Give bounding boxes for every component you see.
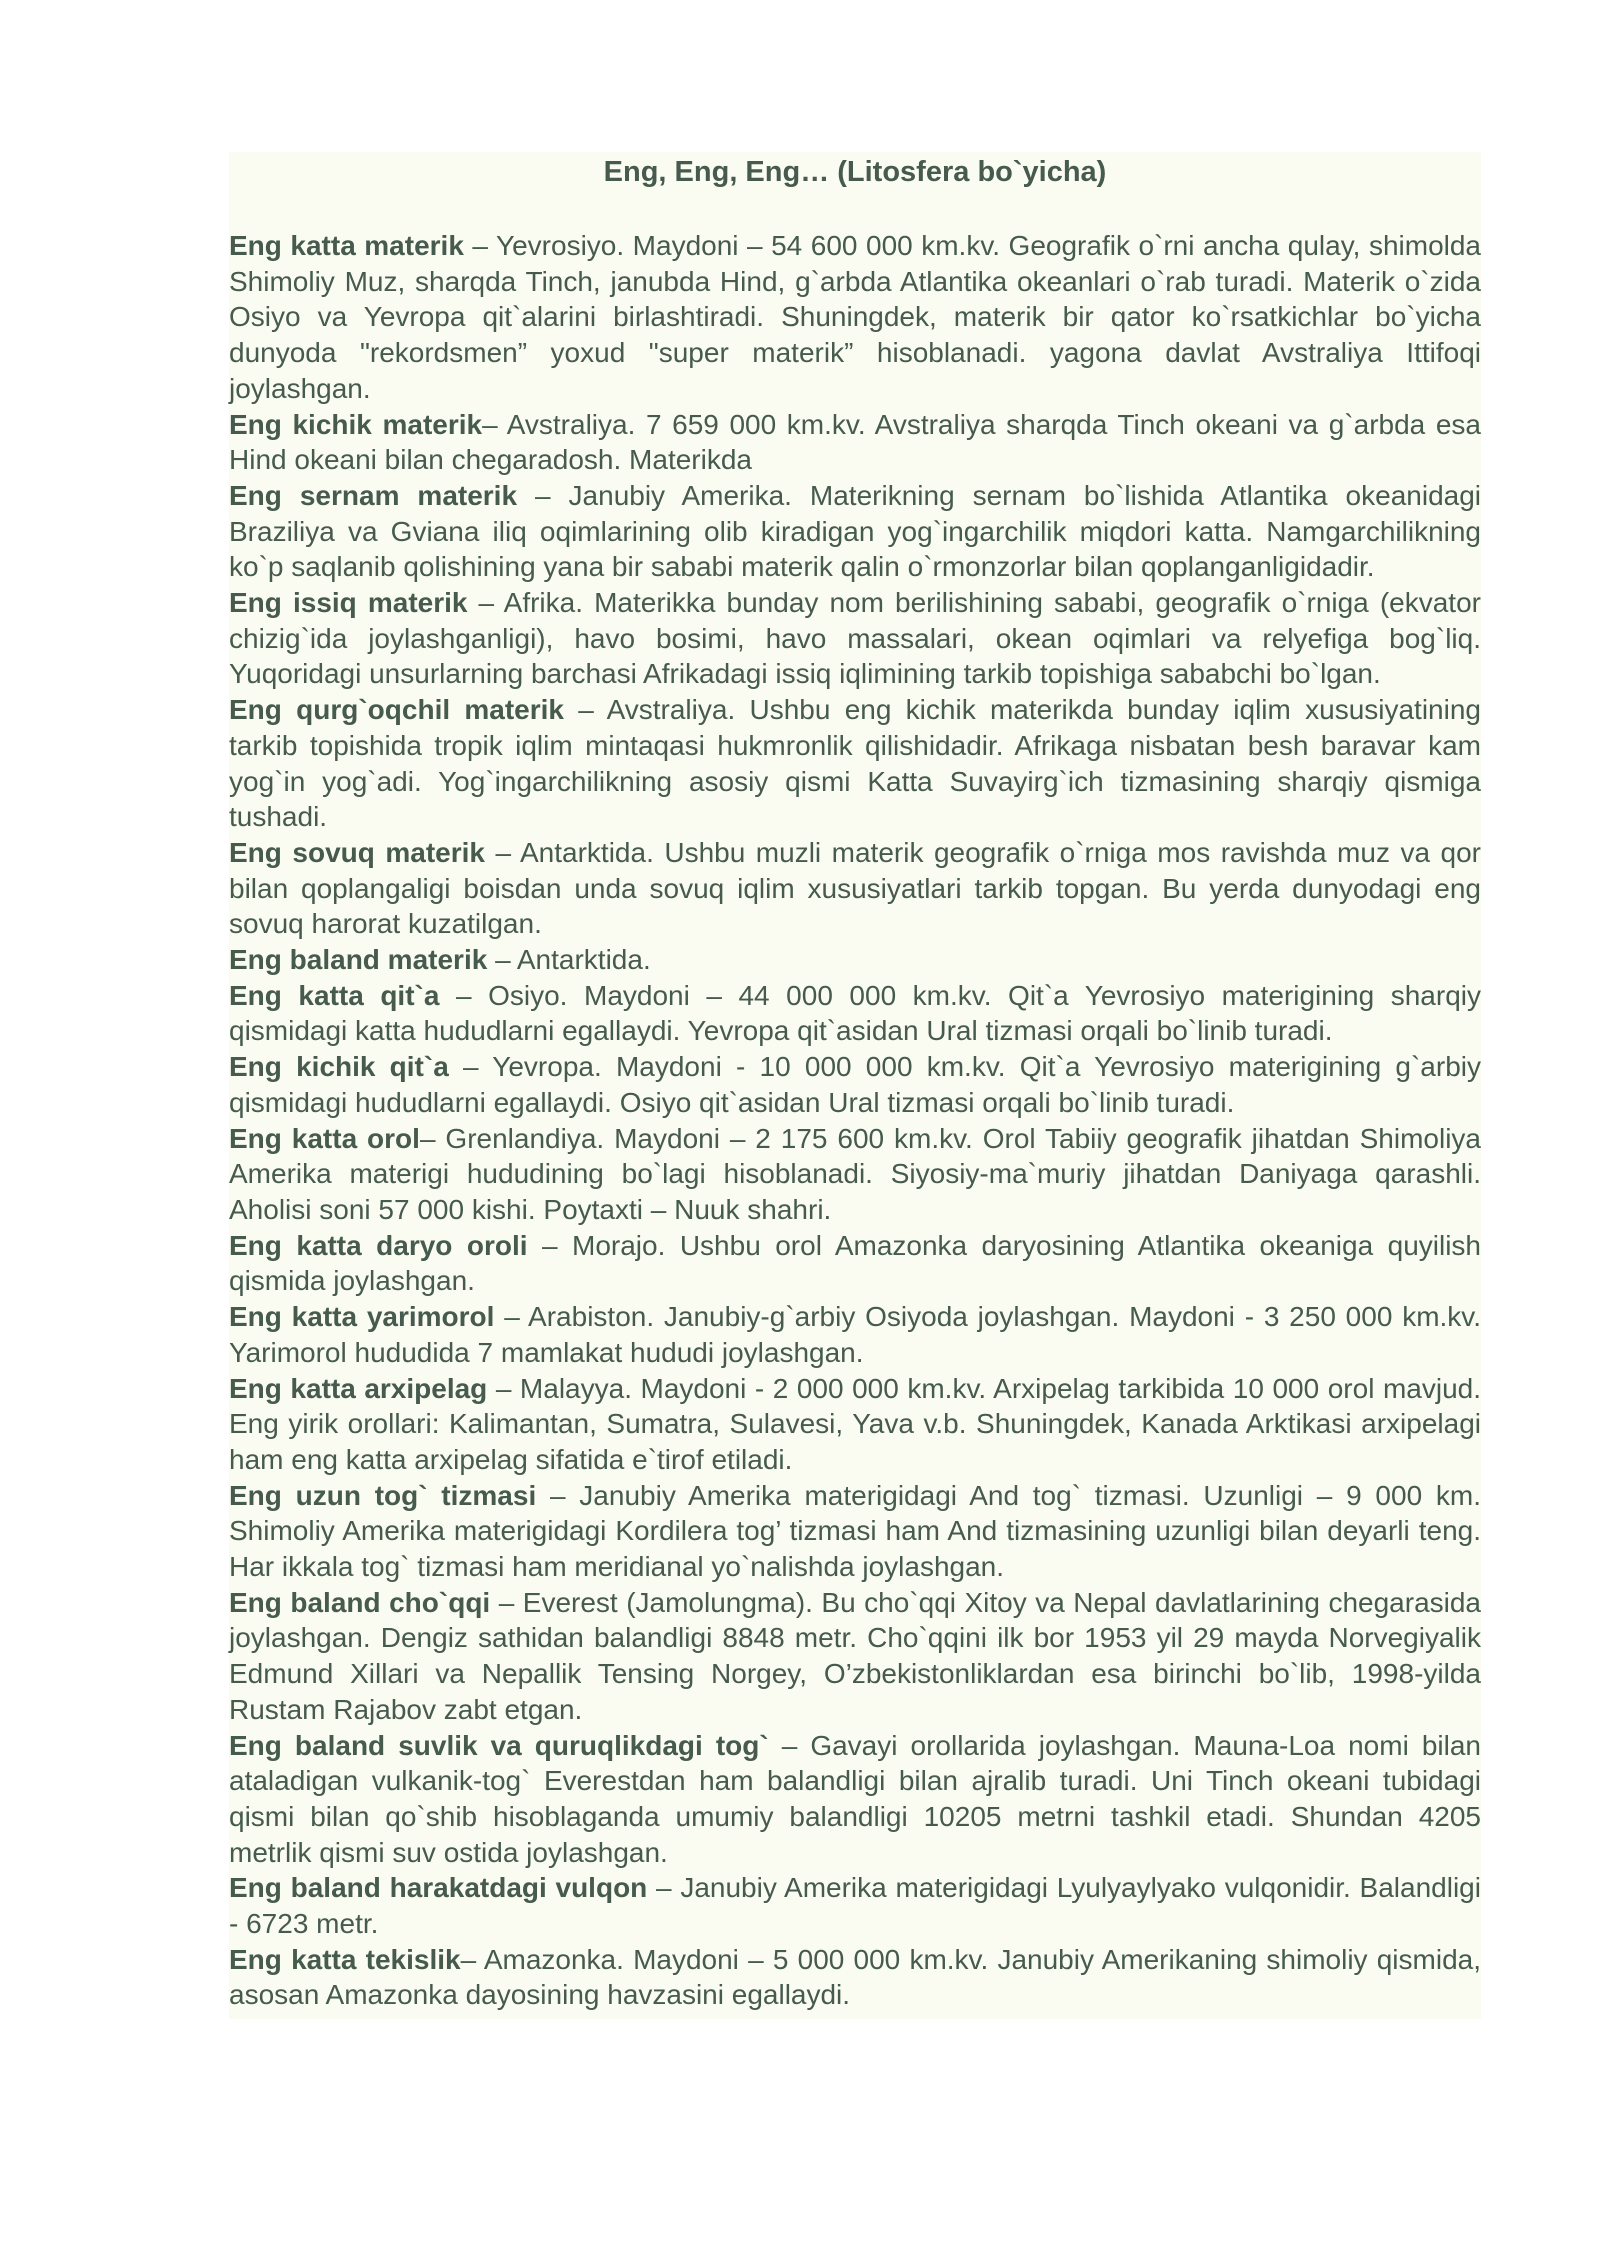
entry-largest-peninsula <box>229 1299 1481 1370</box>
entry-text: – Antarktida. Ushbu muzli materik geografik o`rniga mos ravishda muz va qor bilan qoplangaligi boisdan unda sovuq iqlim xususiyatlari tarkib topgan. Bu yerda dunyodagi eng sovuq harorat kuzatilgan. <box>229 836 1481 940</box>
entry-text: – Amazonka. Maydoni – 5 000 000 km.kv. Janubiy Amerikaning shimoliy qismida, asosan Amazonka dayosining havzasini egallaydi. <box>229 1943 1481 2011</box>
entry-term: Eng sovuq materik <box>229 836 485 868</box>
entry-term: Eng katta tekislik <box>229 1943 461 1975</box>
entry-text: – Janubiy Amerika materigidagi And tog` tizmasi. Uzunligi – 9 000 km. Shimoliy Amerika materigidagi Kordilera tog’ tizmasi ham And tizmasining uzunligi bilan deyarli teng. Har ikkala tog` tizmasi ham meridianal yo`nalishda joylashgan. <box>229 1479 1481 1583</box>
entry-largest-plain <box>229 1942 1481 2013</box>
entry-text: – Yevrosiyo. Maydoni – 54 600 000 km.kv. Geografik o`rni ancha qulay, shimolda Shimoliy Muz, sharqda Tinch, janubda Hind, g`arbda Atlantika okeanlari o`rab turadi. Materik o`zida Osiyo va Yevropa qit`alarini birlashtiradi. Shuningdek, materik bir qator ko`rsatkichlar bo`yicha dunyoda "rekordsmen” yoxud "super materik” hisoblanadi. yagona davlat Avstraliya Ittifoqi joylashgan. <box>229 230 1482 404</box>
entry-highest-sea-land-mountain <box>229 1728 1481 1871</box>
entry-largest-archipelago <box>229 1371 1481 1478</box>
entry-text: – Janubiy Amerika materigidagi Lyulyaylyako vulqonidir. Balandligi - 6723 metr. <box>229 1872 1481 1940</box>
entry-text: – Morajo. Ushbu orol Amazonka daryosining Atlantika okeaniga quyilish qismida joylashgan. <box>229 1229 1482 1297</box>
entry-text: – Malayya. Maydoni - 2 000 000 km.kv. Arxipelag tarkibida 10 000 orol mavjud. Eng yirik orollari: Kalimantan, Sumatra, Sulavesi, Yava v.b. Shuningdek, Kanada Arktikasi arxipelagi ham eng katta arxipelag sifatida e`tirof etiladi. <box>229 1372 1481 1475</box>
entry-term: Eng katta arxipelag <box>229 1372 488 1404</box>
entry-term: Eng issiq materik <box>229 587 468 619</box>
entry-term: Eng baland cho`qqi <box>229 1586 491 1618</box>
entry-largest-part-of-world <box>229 978 1481 1049</box>
document-title: Eng, Eng, Eng… (Litosfera bo`yicha) <box>603 156 1107 188</box>
entry-text: – Avstraliya. 7 659 000 km.kv. Avstraliya sharqda Tinch okeani va g`arbda esa Hind okeani bilan chegaradosh. Materikda <box>229 408 1481 476</box>
document-body <box>229 152 1481 2019</box>
entry-highest-peak <box>229 1585 1481 1728</box>
entry-text: – Everest (Jamolungma). Bu cho`qqi Xitoy va Nepal davlatlarining chegarasida joylashgan. Dengiz sathidan balandligi 8848 metr. Cho`qqini ilk bor 1953 yil 29 mayda Norvegiyalik Edmund Xillari va Nepallik Tensing Norgey, O’zbekistonliklardan esa birinchi bo`lib, 1998-yilda Rustam Rajabov zabt etgan. <box>229 1586 1482 1725</box>
entry-smallest-part-of-world <box>229 1049 1481 1120</box>
entry-largest-river-island <box>229 1228 1481 1299</box>
entry-text: – Gavayi orollarida joylashgan. Mauna-Loa nomi bilan ataladigan vulkanik-tog` Everestdan ham balandligi bilan ajralib turadi. Uni Tinch okeani tubidagi qismi bilan qo`shib hisoblaganda umumiy balandligi 10205 metrni tashkil etadi. Shundan 4205 metrlik qismi suv ostida joylashgan. <box>229 1729 1481 1868</box>
entry-text: – Afrika. Materikka bunday nom berilishining sababi, geografik o`rniga (ekvator chizig`ida joylashganligi), havo bosimi, havo massalari, okean oqimlari va relyefiga bog`liq. Yuqoridagi unsurlarning barchasi Afrikadagi issiq iqlimining tarkib topishiga sababchi bo`lgan. <box>229 587 1481 690</box>
entry-term: Eng katta qit`a <box>229 979 440 1011</box>
entry-term: Eng sernam materik <box>229 479 518 511</box>
entry-hottest-continent <box>229 585 1481 692</box>
entry-term: Eng katta yarimorol <box>229 1301 495 1333</box>
entry-text: – Yevropa. Maydoni - 10 000 000 km.kv. Qit`a Yevrosiyo materigining g`arbiy qismidagi hududlarni egallaydi. Osiyo qit`asidan Ural tizmasi orqali bo`linib turadi. <box>229 1051 1481 1118</box>
entry-term: Eng qurg`oqchil materik <box>229 694 565 726</box>
entry-largest-island <box>229 1121 1481 1228</box>
entry-term: Eng kichik materik <box>229 408 483 440</box>
entry-term: Eng katta daryo oroli <box>229 1229 528 1261</box>
entry-term: Eng uzun tog` tizmasi <box>229 1479 537 1511</box>
entry-term: Eng katta materik <box>229 230 464 261</box>
entry-wettest-continent <box>229 478 1481 585</box>
entry-text: – Osiyo. Maydoni – 44 000 000 km.kv. Qit`a Yevrosiyo materigining sharqiy qismidagi katta hududlarni egallaydi. Yevropa qit`asidan Ural tizmasi orqali bo`linib turadi. <box>229 979 1481 1047</box>
entry-longest-mountain-range <box>229 1478 1481 1585</box>
entry-highest-continent <box>229 942 1481 978</box>
entry-term: Eng baland harakatdagi vulqon <box>229 1872 648 1904</box>
entry-coldest-continent <box>229 835 1481 942</box>
entry-term: Eng katta orol <box>229 1122 420 1154</box>
entry-smallest-continent <box>229 407 1481 478</box>
entry-term: Eng baland suvlik va quruqlikdagi tog` <box>229 1729 769 1761</box>
entry-highest-active-volcano <box>229 1870 1481 1941</box>
entry-driest-continent <box>229 692 1481 835</box>
entry-text: – Grenlandiya. Maydoni – 2 175 600 km.kv. Orol Tabiiy geografik jihatdan Shimoliya Amerika materigi hududining bo`lagi hisoblanadi. Siyosiy-ma`muriy jihatdan Daniyaga qarashli. Aholisi soni 57 000 kishi. Poytaxti – Nuuk shahri. <box>229 1122 1481 1225</box>
entry-text: – Janubiy Amerika. Materikning sernam bo`lishida Atlantika okeanidagi Braziliya va Gviana iliq oqimlarining olib kiradigan yog`ingarchilik miqdori katta. Namgarchilikning ko`p saqlanib qolishining yana bir sababi materik qalin o`rmonzorlar bilan qoplanganligidadir. <box>229 479 1482 583</box>
entry-largest-continent <box>229 228 1481 407</box>
entry-term: Eng kichik qit`a <box>229 1051 449 1083</box>
entry-term: Eng baland materik <box>229 944 488 976</box>
entry-text: – Antarktida. <box>487 944 651 976</box>
entry-text: – Arabiston. Janubiy-g`arbiy Osiyoda joylashgan. Maydoni - 3 250 000 km.kv. Yarimorol hududida 7 mamlakat hududi joylashgan. <box>229 1301 1481 1368</box>
entry-text: – Avstraliya. Ushbu eng kichik materikda bunday iqlim xususiyatining tarkib topishida tropik iqlim mintaqasi hukmronlik qilishidadir. Afrikaga nisbatan besh baravar kam yog`in yog`adi. Yog`ingarchilikning asosiy qismi Katta Suvayirg`ich tizmasining sharqiy qismiga tushadi. <box>229 694 1481 833</box>
